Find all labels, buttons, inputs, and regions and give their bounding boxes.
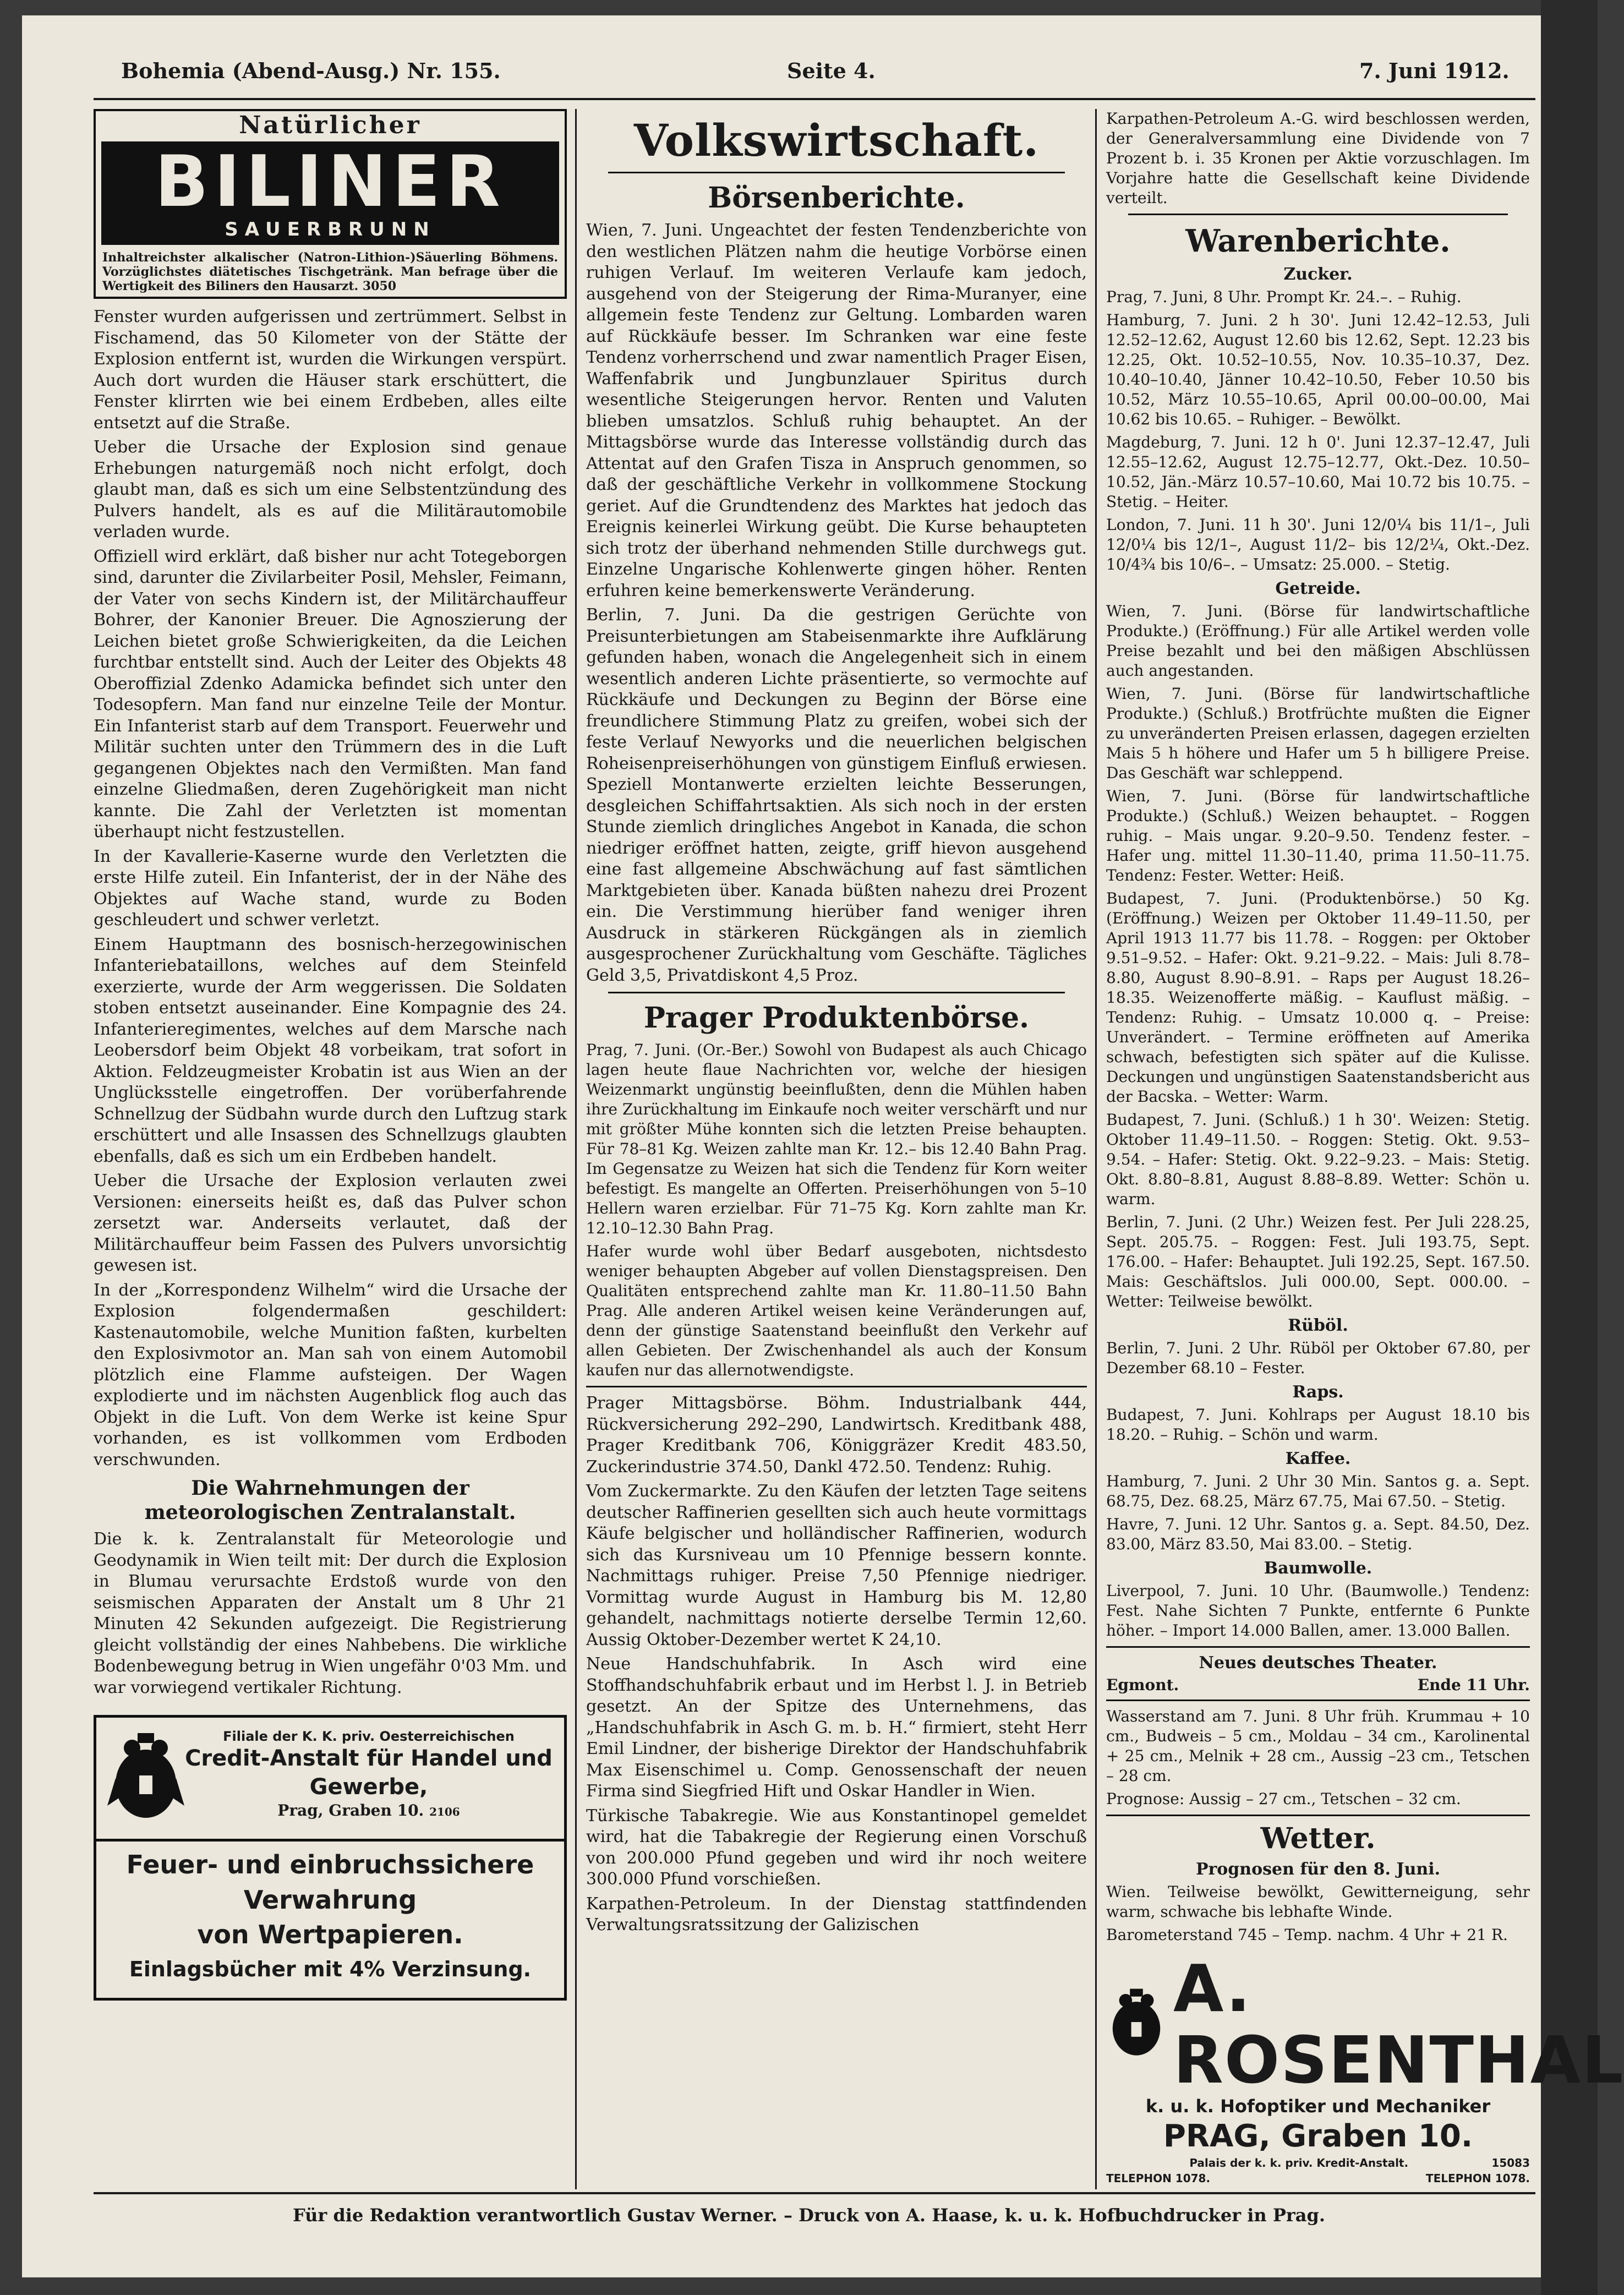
credit-ad-body [94,1842,567,2001]
rosenthal-number: 15083 [1491,2156,1530,2170]
raps-report: Budapest, 7. Juni. Kohlraps per August 18.10 bis 18.20. – Ruhig. – Schön und warm. [1106,1406,1530,1444]
article-paragraph: Einem Hauptmann des bosnisch-herzegowinischen Infanteriebataillons, welches auf dem Steinfeld exerzierte, wurde der Arm weggerissen. Die Soldaten stoben entsetzt auseinander. Eine Kompagnie des 24. Infanterieregimentes, welches auf dem Marsche nach Leobersdorf beim Objekt 48 vorbeikam, trat sofort in Aktion. Feldzeugmeister Krobatin ist aus Wien an der Unglücksstelle eingetroffen. Der vorüberfahrende Schnellzug der Südbahn wurde durch den Luftzug stark erschüttert und alle Insassen des Schnellzugs glaubten ebenfalls, daß es sich um ein Erdbeben handelt. [94,935,567,1166]
biliner-subtitle: SAUERBRUNN [225,218,436,241]
wetter-title: Wetter. [1260,1822,1376,1855]
header-rule [94,98,1535,100]
section-title: Volkswirtschaft. [633,114,1040,166]
zuckermarkt-report: Vom Zuckermarkte. Zu den Käufen der letzten Tage seitens deutscher Raffinerien gesellten sich auch heute vormittags Käufe belgischer und holländischer Raffinerien, wodurch sich das Kursniveau um 10 Pfennige bessern konnte. Nachmittags ruhiger. Preise 7,50 Pfennige niedriger. Vormittag wurde August in Hamburg bis M. 12,80 gehandelt, nachmittags notierte derselbe Termin 12,60. Aussig Oktober-Dezember wertet K 24,10. [586,1482,1087,1649]
zucker-report: Prag, 7. Juni, 8 Uhr. Prompt Kr. 24.–. – Ruhig. [1106,288,1462,306]
meteo-paragraph: Die k. k. Zentralanstalt für Meteorologie und Geodynamik in Wien teilt mit: Der durch die Explosion in Blumau verursachte Erdstoß wurde von den seismischen Apparaten der Anstalt um 8 Uhr 21 Minuten 42 Sekunden aufgezeigt. Die Registrierung gleicht vollständig der eines Nahbebens. Die wirkliche Bodenbewegung betrug in Wien ungefähr 0'03 Mm. und war vorwiegend vertikaler Richtung. [94,1529,567,1697]
boersen-report: Wien, 7. Juni. Ungeachtet der festen Tendenzberichte von den westlichen Plätzen nahm die heutige Vorbörse einen ruhigen Verlauf. Im weiteren Verlaufe kam jedoch, ausgehend von der Steigerung der Rima-Muranyer, eine allgemein feste Tendenz zur Geltung. Lombarden waren auf Rückkäufe besser. Im Schranken war eine feste Tendenz vorherrschend und zwar namentlich Prager Eisen, Waffenfabrik und Jungbunzlauer Spiritus durch wesentliche Steigerungen hervor. Renten und Valuten blieben umsatzlos. Schluß ruhig behauptet. An der Mittagsbörse wurde das Interesse vollständig durch das Attentat auf den Grafen Tisza in Anspruch genommen, so daß der geschäftliche Verkehr in vollkommene Stockung geriet. Auf die Grundtendenz des Marktes hat jedoch das Ereignis keinerlei Wirkung geübt. Die Kurse behaupteten sich trotz der überhand nehmenden Stille durchwegs gut. Einzelne Ungarische Kohlenwerte gingen höher. Renten erfuhren keine bemerkenswerte Veränderung. [586,221,1087,600]
kaffee-report: Havre, 7. Juni. 12 Uhr. Santos g. a. Sept. 84.50, Dez. 83.00, März 83.50, Mai 83.00. – Stetig. [1106,1515,1530,1553]
barometer-report: Barometerstand 745 – Temp. nachm. 4 Uhr + 21 R. [1106,1926,1508,1944]
produkten-report: Prag, 7. Juni. (Or.-Ber.) Sowohl von Budapest als auch Chicago lagen heute flaue Nachrichten vor, welche der hiesigen Weizenmarkt ungünstig beeinflußten, denn die Mühlen haben ihre Zurückhaltung im Einkaufe noch weiter verschärft und nur mit größter Mühe konnten sich die letzten Preise behaupten. Für 78–81 Kg. Weizen zahlte man Kr. 12.– bis 12.40 Bahn Prag. Im Gegensatze zu Weizen hat sich die Tendenz für Korn weiter befestigt. Es mangelte an Offerten. Preiserhöhungen von 5–10 Hellern waren erzielbar. Für 71–75 Kg. Korn zahlte man Kr. 12.10–12.30 Bahn Prag. [586,1041,1087,1237]
zucker-report: Magdeburg, 7. Juni. 12 h 0'. Juni 12.37–12.47, Juli 12.55–12.62, August 12.75–12.77, Okt.-Dez. 10.50–10.52, Jän.-März 10.57–10.60, Mai 10.72 bis 10.75. – Stetig. – Heiter. [1106,433,1530,511]
rosenthal-phone-left: TELEPHON 1078. [1106,2172,1211,2185]
baumwolle-heading: Baumwolle. [1264,1559,1373,1578]
credit-ad-address: Prag, Graben 10. [277,1801,424,1819]
getreide-report: Wien, 7. Juni. (Börse für landwirtschaftliche Produkte.) (Eröffnung.) Für alle Artikel werden volle Preise bezahlt und bei den mäßigen Abschlüssen auch angestanden. [1106,602,1530,680]
getreide-report: Wien, 7. Juni. (Börse für landwirtschaftliche Produkte.) (Schluß.) Weizen behauptet. – Roggen ruhig. – Mais ungar. 9.20–9.50. Tendenz fester. – Hafer ung. mittel 11.30–11.40, prima 11.50–11.75. Tendenz: Fester. Wetter: Heiß. [1106,787,1530,884]
section-rule [1128,214,1508,215]
karpathen-report: Karpathen-Petroleum. In der Dienstag stattfindenden Verwaltungsratssitzung der Galizischen [586,1894,1087,1935]
imprint-footer: Für die Redaktion verantwortlich Gustav Werner. – Druck von A. Haase, k. u. k. Hofbuchdrucker in Prag. [293,2205,1325,2226]
rosenthal-phone-right: TELEPHON 1078. [1425,2172,1530,2185]
article-paragraph: Fenster wurden aufgerissen und zertrümmert. Selbst in Fischamend, das 50 Kilometer von der Stätte der Explosion entfernt ist, wurden die Wirkungen verspürt. Auch dort wurden die Häuser stark erschüttert, die Fenster klirrten wie bei einem Erdbeben, alles eilte entsetzt auf die Straße. [94,307,567,433]
credit-ad-body-2: von Wertpapieren. [197,1920,463,1949]
double-eagle-icon [107,1729,184,1828]
newspaper-page [22,15,1624,2277]
ruboel-heading: Rüböl. [1288,1316,1348,1335]
credit-ad-heading [184,1729,553,1828]
zucker-report: Hamburg, 7. Juni. 2 h 30'. Juni 12.42–12.53, Juli 12.52–12.62, August 12.60 bis 12.62, Sept. 12.23 bis 12.25, Okt. 10.52–10.55, Nov. 10.35–10.37, Dez. 10.40–10.40, Jänner 10.42–10.50, Feber 10.50 bis 10.52, März 10.55–10.65, April 00.00–00.00, Mai 10.62 bis 10.65. – Ruhiger. – Bewölkt. [1106,311,1530,428]
produkten-title: Prager Produktenbörse. [643,1001,1030,1035]
rosenthal-name: A. ROSENTHAL [1173,1950,1624,2098]
column-2 [586,109,1087,1939]
header-page: Seite 4. [787,58,876,83]
credit-ad-body-1: Feuer- und einbruchssichere Verwahrung [126,1850,534,1915]
getreide-report: Budapest, 7. Juni. (Schluß.) 1 h 30'. Weizen: Stetig. Oktober 11.49–11.50. – Roggen: Stetig. Okt. 9.53–9.54. – Hafer: Stetig. Okt. 9.22–9.23. – Mais: Stetig. Okt. 8.80–8.81, August 8.88–8.89. Wetter: Schön u. warm. [1106,1111,1530,1208]
article-paragraph: Ueber die Ursache der Explosion sind genaue Erhebungen naturgemäß noch nicht erfolgt, doch glaubt man, daß es sich um eine Selbstentzündung des Pulvers handelt, als es auf die Militärautomobile verladen wurde. [94,438,567,542]
double-eagle-icon [1106,1983,1167,2066]
credit-ad-line3 [184,1801,553,1819]
rosenthal-palais-row [1106,2156,1530,2170]
credit-anstalt-ad [94,1715,567,1842]
column-3 [1106,109,1624,2185]
produkten-report: Hafer wurde wohl über Bedarf ausgeboten, nichtsdesto weniger behaupten Abgeber auf vollen Dienstagspreisen. Den Qualitäten entsprechend zahlte man Kr. 11.80–11.50 Bahn Prag. Alle anderen Artikel weisen keine Veränderungen auf, denn der günstige Saatenstand beeinflußt den Verkehr auf allen Gebieten. Der Zwischenhandel als auch der Konsum kaufen nur das allernotwendigste. [586,1242,1087,1379]
section-rule [1106,1646,1530,1648]
tabakregie-report: Türkische Tabakregie. Wie aus Konstantinopel gemeldet wird, hat die Tabakregie der Regierung einen Vorschuß von 200.000 Pfund gegeben und wird ihr noch weitere 300.000 Pfund vorschießen. [586,1806,1087,1889]
boersen-report: Berlin, 7. Juni. Da die gestrigen Gerüchte von Preisunterbietungen am Stabeisenmarkte ihre Aufklärung gefunden haben, wonach die Angelegenheit sich in einem wesentlich anderen Lichte präsentierte, so vermochte auf Rückkäufe und Deckungen zu Beginn der Börse eine freundlichere Stimmung Platz zu greifen, wobei sich der feste Verlauf Newyorks und die neuerlichen belgischen Roheisenpreiserhöhungen von günstigem Einfluß erwiesen. Speziell Montanwerte erzielten leichte Besserungen, desgleichen Schiffahrtsaktien. Als sich noch in der ersten Stunde ziemlich dringliches Angebot in Kanada, die schon niedriger eröffnet hatten, zeigte, griff hievon ausgehend eine fast allgemeine Abschwächung auf fast sämtlichen Marktgebieten über. Kanada büßten nahezu drei Prozent ein. Die Verstimmung hierüber fand weniger ihren Ausdruck in stärkeren Rückgängen als in ziemlich ausgesprochener Zurückhaltung vom Geschäfte. Tägliches Geld 3,5, Privatdiskont 4,5 Proz. [586,605,1087,985]
column-3-body [1106,109,1530,1945]
column-rule-1 [575,109,577,2189]
footer-rule [94,2192,1535,2194]
section-rule [586,1386,1087,1387]
rosenthal-address: PRAG, Graben 10. [1163,2118,1473,2154]
credit-ad-line2: Credit-Anstalt für Handel und Gewerbe, [185,1746,553,1800]
kaffee-heading: Kaffee. [1285,1449,1351,1468]
column-1 [94,109,567,2001]
kaffee-report: Hamburg, 7. Juni. 2 Uhr 30 Min. Santos g. a. Sept. 68.75, Dez. 68.25, März 67.75, Mai 67.50. – Stetig. [1106,1472,1530,1510]
theater-end: Ende 11 Uhr. [1417,1676,1530,1694]
article-paragraph: Ueber die Ursache der Explosion verlauten zwei Versionen: einerseits heißt es, daß das Pulver schon zersetzt war. Anderseits verlautet, daß der Militärchauffeur beim Fassen des Pulvers unvorsichtig gewesen ist. [94,1171,567,1275]
wasserstand-report: Wasserstand am 7. Juni. 8 Uhr früh. Krummau + 10 cm., Budweis – 5 cm., Moldau – 34 cm., Karolinental + 25 cm., Melnik + 28 cm., Aussig –23 cm., Tetschen – 28 cm. [1106,1707,1530,1785]
zucker-report: London, 7. Juni. 11 h 30'. Juni 12/0¼ bis 11/1–, Juli 12/0¼ bis 12/1–, August 11/2– bis 12/2¼, Okt.-Dez. 10/4¾ bis 10/6–. – Umsatz: 25.000. – Stetig. [1106,516,1530,573]
section-rule [608,172,1065,173]
rosenthal-details [1106,2096,1530,2185]
rosenthal-ad [1106,1950,1624,2098]
credit-ad-body-3: Einlagsbücher mit 4% Verzinsung. [129,1957,532,1981]
article-paragraph: In der „Korrespondenz Wilhelm“ wird die Ursache der Explosion folgendermaßen geschildert: Kastenautomobile, welche Munition faßten, kurbelten den Explosivmotor an. Man sah von einem Automobil plötzlich eine Flamme aufsteigen. Der Wagen explodierte und im nächsten Augenblick flog auch das Objekt in die Luft. Von dem Werke ist keine Spur vorhanden, es ist vollkommen vom Erdboden verschwunden. [94,1280,567,1469]
wasserstand-prognose: Prognose: Aussig – 27 cm., Tetschen – 32 cm. [1106,1790,1461,1808]
rosenthal-palais: Palais der k. k. priv. Kredit-Anstalt. [1189,2156,1409,2170]
raps-heading: Raps. [1292,1383,1344,1402]
mittagsboerse-report: Prager Mittagsbörse. Böhm. Industrialbank 444, Rückversicherung 292–290, Landwirtsch. Kreditbank 488, Prager Kreditbank 706, Königgräzer Kredit 483.50, Zuckerindustrie 374.50, Dankl 472.50. Tendenz: Ruhig. [586,1394,1087,1477]
meteo-headline: Die Wahrnehmungen der meteorologischen Zentralanstalt. [144,1477,516,1524]
biliner-ad-logo-box [101,141,559,245]
produkten-body [586,1040,1087,1380]
handschuhfabrik-report: Neue Handschuhfabrik. In Asch wird eine Stoffhandschuhfabrik erbaut und im Herbst l. J. in Betrieb gesetzt. An der Spitze des Unternehmens, das „Handschuhfabrik in Asch G. m. b. H.“ firmiert, steht Herr Emil Lindner, der bisherige Direktor der Handschuhfabrik Max Eisenschimel u. Comp. Genossenschaft der neuen Firma sind Siegfried Hift und Oskar Handler in Wien. [586,1654,1087,1801]
section-rule [1106,1815,1530,1816]
header-date: 7. Juni 1912. [1359,58,1510,83]
credit-ad-number: 2106 [429,1805,460,1818]
section-rule [1106,1700,1530,1701]
waren-title: Warenberichte. [1185,223,1451,259]
biliner-ad [94,109,567,299]
article-paragraph: Offiziell wird erklärt, daß bisher nur acht Totegeborgen sind, darunter die Zivilarbeiter Posil, Mehsler, Feimann, der Vater von sechs Kindern ist, der Militärchauffeur Bohrer, der Kanonier Breuer. Die Agnoszierung der Leichen bietet große Schwierigkeiten, da die Leichen furchtbar entstellt sind. Auch der Leiter des Objekts 48 Oberoffizial Zdenko Adamicka befindet sich unter den Todesopfern. Man fand nur einzelne Teile der Montur. Ein Infanterist starb auf dem Transport. Feuerwehr und Militär suchten unter den Trümmern des in die Luft gegangenen Objektes nach den Vermißten. Man fand einzelne Gliedmaßen, deren Zugehörigkeit man nicht kannte. Die Zahl der Verletzten ist momentan überhaupt nicht festzustellen. [94,547,567,842]
zucker-heading: Zucker. [1283,265,1353,284]
theater-row [1106,1676,1530,1694]
getreide-report: Wien, 7. Juni. (Börse für landwirtschaftliche Produkte.) (Schluß.) Brotfrüchte mußten die Eigner zu unveränderten Preisen erlassen, dagegen erzielten Mais 5 h höhere und Hafer um 5 h billigere Preise. Das Geschäft war schleppend. [1106,685,1530,782]
getreide-heading: Getreide. [1275,579,1361,598]
getreide-report: Berlin, 7. Juni. (2 Uhr.) Weizen fest. Per Juli 228.25, Sept. 205.75. – Roggen: Fest. Juli 193.75, Sept. 176.00. – Hafer: Behauptet. Juli 192.25, Sept. 167.50. Mais: Geschäftslos. Juli 000.00, Sept. 000.00. – Wetter: Teilweise bewölkt. [1106,1213,1530,1310]
theater-heading: Neues deutsches Theater. [1199,1653,1437,1673]
section-rule [608,992,1065,993]
column-rule-2 [1095,109,1097,2189]
article-paragraph: In der Kavallerie-Kaserne wurde den Verletzten die erste Hilfe zuteil. Ein Infanterist, der in der Nähe des Objektes auf Wache stand, wurde zu Boden geschleudert und schwer verletzt. [94,846,567,930]
biliner-description: Inhaltreichster alkalischer (Natron-Lithion-)Säuerling Böhmens. Vorzüglichstes diätetisches Tischgetränk. Man befrage über die Wertigkeit des Biliners den Hausarzt. 3050 [102,250,558,293]
wetter-subtitle: Prognosen für den 8. Juni. [1195,1860,1441,1879]
baumwolle-report: Liverpool, 7. Juni. 10 Uhr. (Baumwolle.) Tendenz: Fest. Nahe Sichten 7 Punkte, entfernte 6 Punkte höher. – Import 14.000 Ballen, amer. 13.000 Ballen. [1106,1582,1530,1640]
theater-play: Egmont. [1106,1676,1179,1694]
biliner-logo: BILINER [155,141,506,223]
boersen-title: Börsenberichte. [708,181,965,215]
karpathen-continued: Karpathen-Petroleum A.-G. wird beschlossen werden, der Generalversammlung eine Dividende von 7 Prozent b. i. 35 Kronen per Aktie vorzuschlagen. Im Vorjahre hatte die Gesellschaft keine Dividende verteilt. [1106,110,1530,207]
biliner-ad-top: Natürlicher [239,111,422,139]
rosenthal-title: k. u. k. Hofoptiker und Mechaniker [1145,2096,1491,2117]
rosenthal-phones [1106,2172,1530,2185]
credit-ad-line1: Filiale der K. K. priv. Oesterreichischen [223,1729,515,1744]
getreide-report: Budapest, 7. Juni. (Produktenbörse.) 50 Kg. (Eröffnung.) Weizen per Oktober 11.49–11.50, per April 1913 11.77 bis 11.78. – Roggen: per Oktober 9.51–9.52. – Hafer: Okt. 9.21–9.22. – Mais: Juli 8.78–8.80, August 8.90–8.91. – Raps per August 18.26–18.35. Weizenofferte mäßig. – Kauflust mäßig. – Tendenz: Ruhig. – Umsatz 10.000 q. – Preise: Unverändert. – Termine eröffneten auf Amerika schwach, befestigten sich später auf die Kulisse. Deckungen und ungünstigen Saatenstandsbericht aus der Bacska. – Wetter: Warm. [1106,889,1530,1106]
ruboel-report: Berlin, 7. Juni. 2 Uhr. Rüböl per Oktober 67.80, per Dezember 68.10 – Fester. [1106,1339,1530,1377]
wetter-report: Wien. Teilweise bewölkt, Gewitterneigung, sehr warm, schwache bis lebhafte Winde. [1106,1883,1530,1921]
header-issue: Bohemia (Abend-Ausg.) Nr. 155. [121,58,501,83]
scanner-edge [1541,0,1598,2295]
